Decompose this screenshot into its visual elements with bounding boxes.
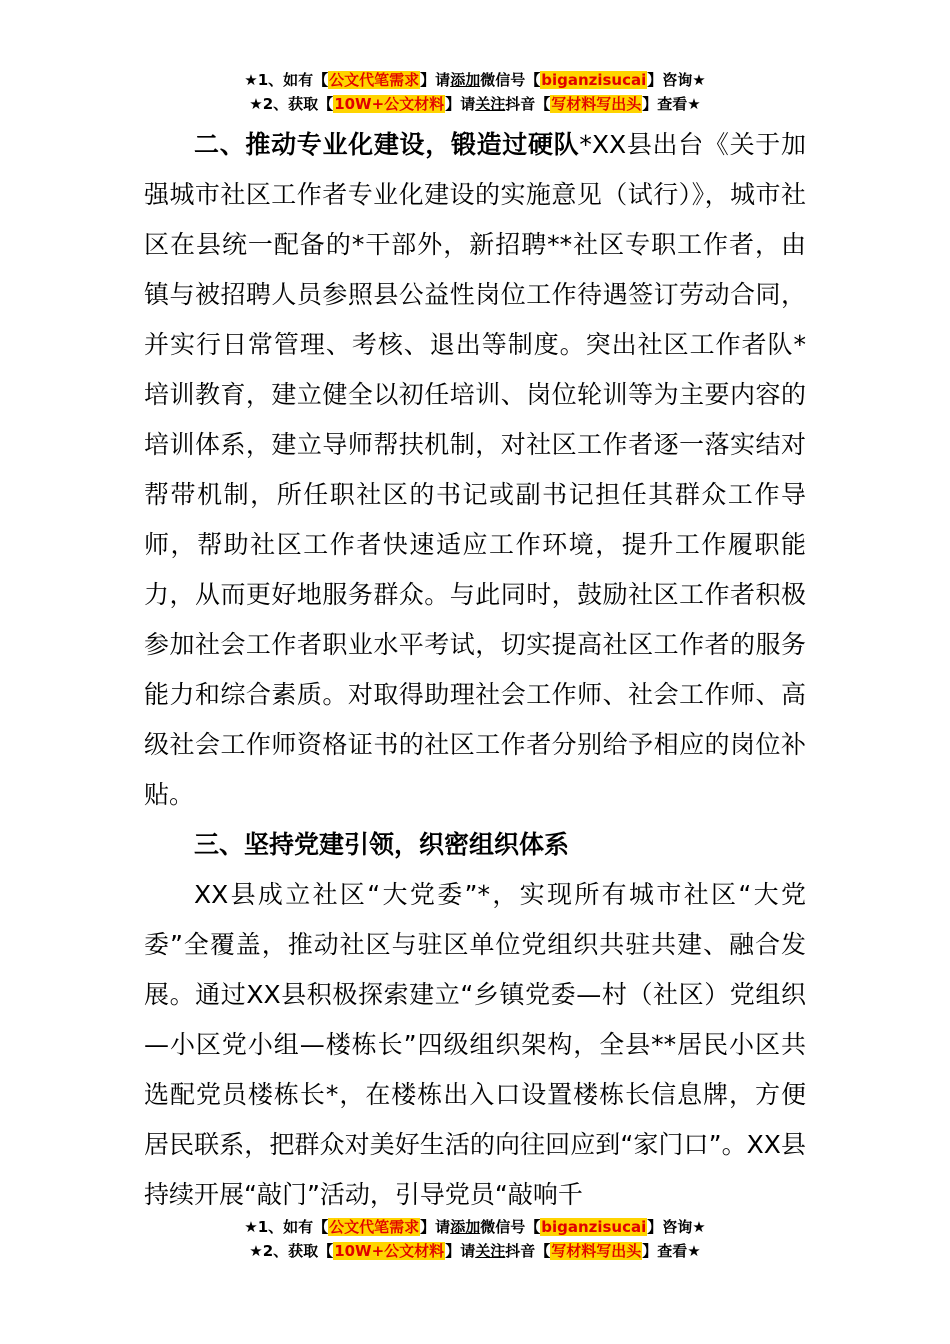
bottom-promo-banner	[0, 1215, 950, 1263]
promo-text: 】请	[420, 1218, 451, 1236]
promo-text: ★2、获取【	[249, 95, 334, 113]
section-2-heading: 二、推动专业化建设，锻造过硬队	[194, 130, 580, 159]
promo-highlight: 写材料写出头	[551, 1242, 642, 1260]
section-3-heading: 三、坚持党建引领，织密组织体系	[194, 830, 570, 859]
promo-line-1	[0, 1215, 950, 1239]
promo-highlight: 写材料写出头	[551, 95, 642, 113]
promo-highlight: 公文代笔需求	[329, 1218, 420, 1236]
promo-underline-text: 添加	[450, 1218, 481, 1236]
promo-text: 微信号【	[480, 1218, 541, 1236]
promo-underline-text: 关注	[475, 95, 506, 113]
promo-text: 】查看★	[642, 1242, 701, 1260]
top-promo-banner	[0, 68, 950, 116]
promo-text: 】咨询★	[647, 71, 706, 89]
promo-highlight: 10W+公文材料	[334, 1242, 445, 1260]
promo-highlight: 10W+公文材料	[334, 95, 445, 113]
promo-line-2	[0, 92, 950, 116]
promo-text: ★2、获取【	[249, 1242, 334, 1260]
promo-text: 微信号【	[480, 71, 541, 89]
promo-highlight: biganzisucai	[541, 71, 647, 89]
promo-underline-text: 添加	[450, 71, 481, 89]
section-2-text: *XX县出台《关于加强城市社区工作者专业化建设的实施意见（试行）》，城市社区在县统一配备的*干部外，新招聘**社区专职工作者，由镇与被招聘人员参照县公益性岗位工作待遇签订劳动合同，并实行日常管理、考核、退出等制度。突出社区工作者队*培训教育，建立健全以初任培训、岗位轮训等为主要内容的培训体系，建立导师帮扶机制，对社区工作者逐一落实结对帮带机制，所任职社区的书记或副书记担任其群众工作导师，帮助社区工作者快速适应工作环境，提升工作履职能力，从而更好地服务群众。与此同时，鼓励社区工作者积极参加社会工作者职业水平考试，切实提高社区工作者的服务能力和综合素质。对取得助理社会工作师、社会工作师、高级社会工作师资格证书的社区工作者分别给予相应的岗位补贴。	[144, 130, 806, 809]
section-3-paragraph: XX县成立社区“大党委”*，实现所有城市社区“大党委”全覆盖，推动社区与驻区单位党组织共驻共建、融合发展。通过XX县积极探索建立“乡镇党委—村（社区）党组织—小区党小组—楼栋长”四级组织架构，全县**居民小区共选配党员楼栋长*，在楼栋出入口设置楼栋长信息牌，方便居民联系，把群众对美好生活的向往回应到“家门口”。XX县持续开展“敲门”活动，引导党员“敲响千	[144, 880, 806, 1209]
promo-highlight: biganzisucai	[541, 1218, 647, 1236]
promo-text: 】请	[445, 1242, 476, 1260]
promo-text: ★1、如有【	[244, 71, 329, 89]
document-body	[144, 120, 806, 1220]
promo-text: 】咨询★	[647, 1218, 706, 1236]
promo-text: 】请	[420, 71, 451, 89]
promo-text: 抖音【	[505, 95, 551, 113]
promo-line-1	[0, 68, 950, 92]
promo-line-2	[0, 1239, 950, 1263]
promo-text: 】请	[445, 95, 476, 113]
promo-text: 抖音【	[505, 1242, 551, 1260]
promo-highlight: 公文代笔需求	[329, 71, 420, 89]
promo-underline-text: 关注	[475, 1242, 506, 1260]
section-2-paragraph	[144, 120, 806, 820]
promo-text: ★1、如有【	[244, 1218, 329, 1236]
promo-text: 】查看★	[642, 95, 701, 113]
